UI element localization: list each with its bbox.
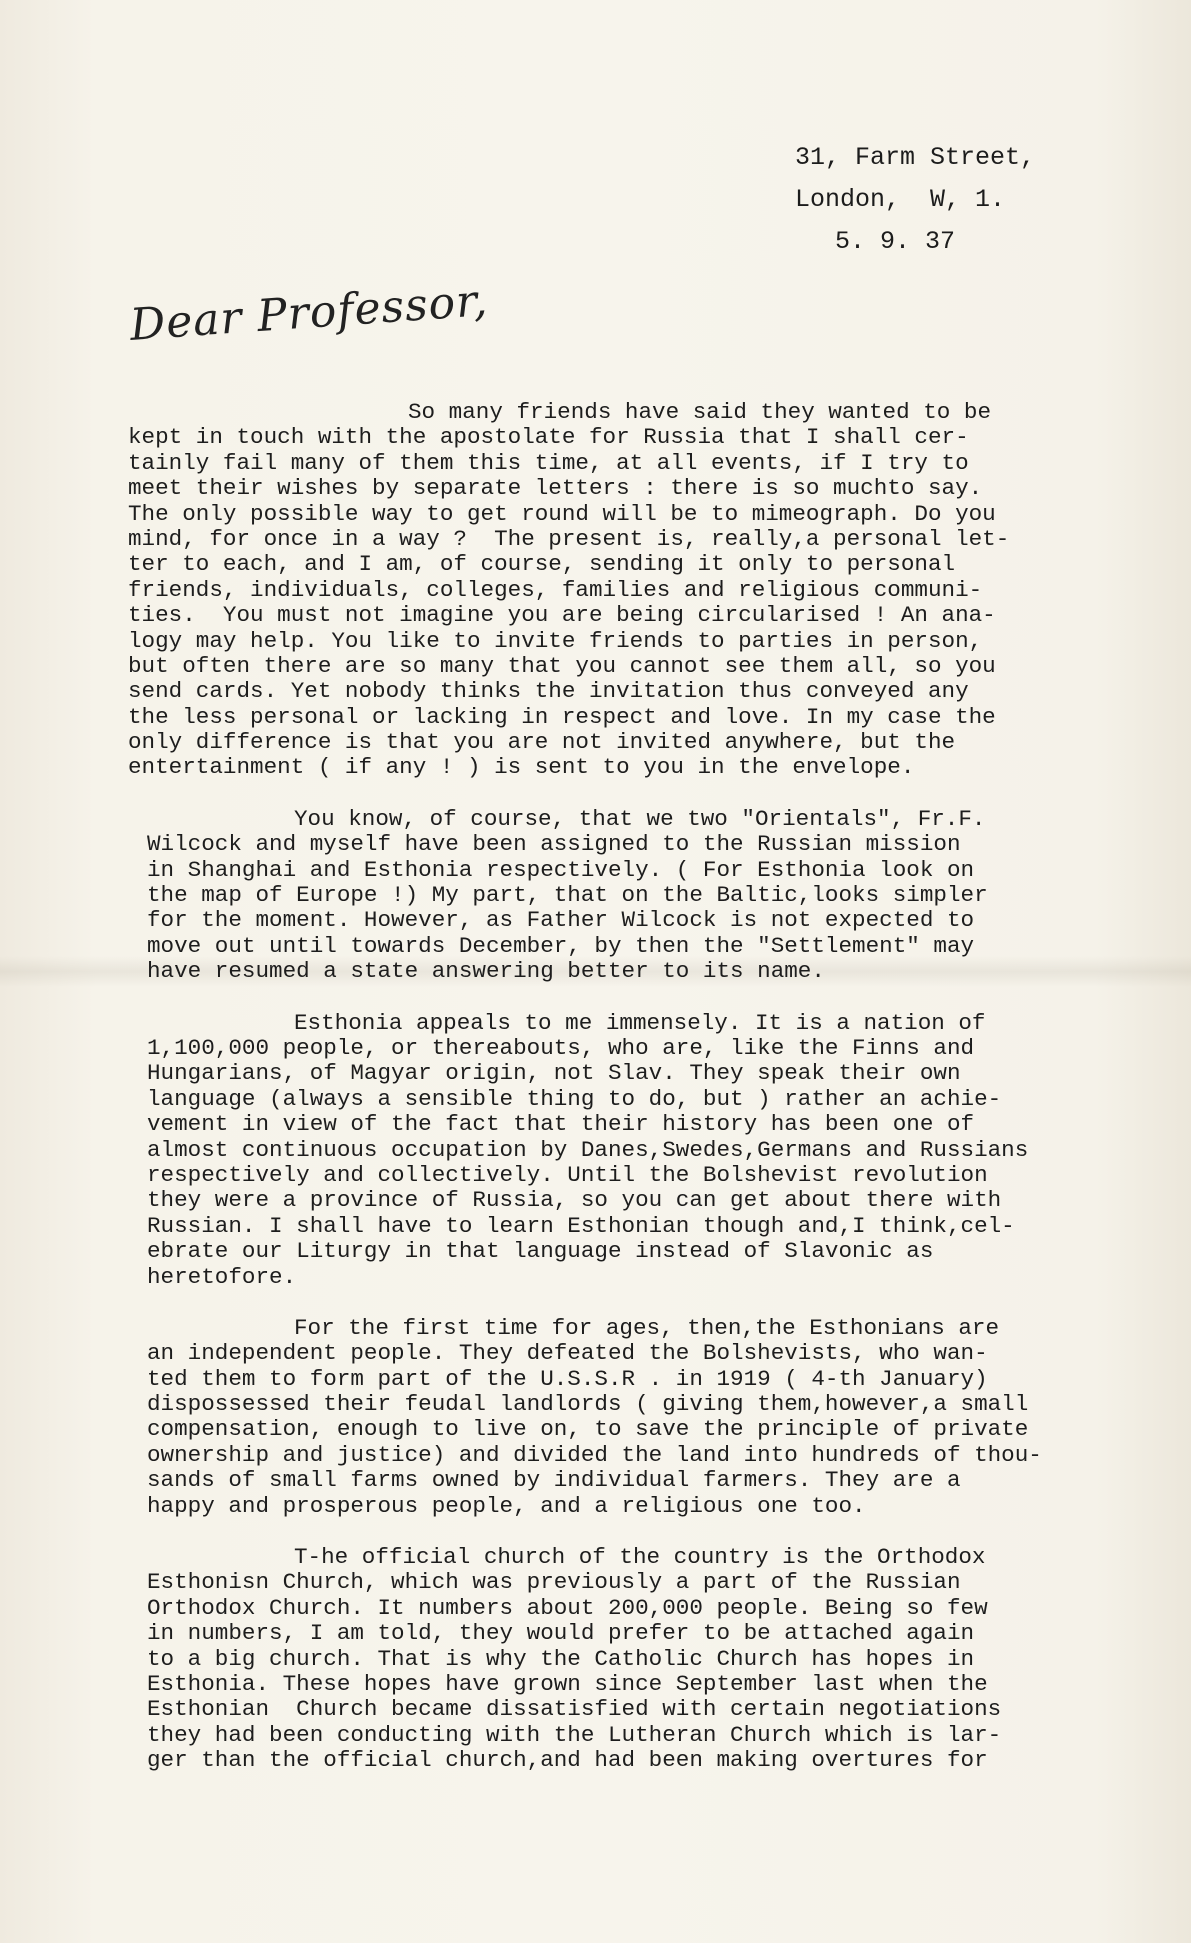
text-line: they were a province of Russia, so you can get about there with — [147, 1187, 1002, 1214]
text-line: kept in touch with the apostolate for Russia that I shall cer- — [128, 424, 969, 451]
text-line: You know, of course, that we two "Orientals", Fr.F. — [294, 805, 986, 832]
text-line: friends, individuals, colleges, families and religious communi- — [128, 576, 983, 603]
text-line: dispossessed their feudal landlords ( giving them,however,a small — [147, 1391, 1029, 1418]
text-line: ownership and justice) and divided the land into hundreds of thou- — [147, 1441, 1042, 1468]
letter-body — [128, 400, 1128, 1800]
text-line: an independent people. They defeated the Bolshevists, who wan- — [147, 1340, 988, 1367]
text-line: T-he official church of the country is the Orthodox — [294, 1544, 986, 1571]
text-line: Esthonian Church became dissatisfied with certain negotiations — [147, 1696, 1002, 1723]
paragraph-3 — [147, 1011, 1128, 1290]
paragraph-4 — [147, 1316, 1128, 1519]
text-line: compensation, enough to live on, to save the principle of private — [147, 1416, 1029, 1443]
handwritten-salutation: Dear Professor, — [128, 275, 490, 351]
text-line: ebrate our Liturgy in that language instead of Slavonic as — [147, 1238, 934, 1265]
text-line: heretofore. — [147, 1263, 297, 1290]
text-line: almost continuous occupation by Danes,Swedes,Germans and Russians — [147, 1136, 1029, 1163]
text-line: respectively and collectively. Until the Bolshevist revolution — [147, 1161, 988, 1188]
text-line: they had been conducting with the Lutheran Church which is lar- — [147, 1721, 1002, 1748]
text-line: Esthonia. These hopes have grown since September last when the — [147, 1670, 988, 1697]
text-line: For the first time for ages, then,the Esthonians are — [294, 1314, 1000, 1341]
text-line: Orthodox Church. It numbers about 200,000 people. Being so few — [147, 1594, 988, 1621]
text-line: ter to each, and I am, of course, sending it only to personal — [128, 551, 956, 578]
text-line: So many friends have said they wanted to be — [408, 399, 992, 425]
letter-date: 5. 9. 37 — [835, 227, 956, 256]
text-line: sands of small farms owned by individual farmers. They are a — [147, 1467, 961, 1494]
text-line: Esthonisn Church, which was previously a part of the Russian — [147, 1569, 961, 1596]
text-line: language (always a sensible thing to do, but ) rather an achie- — [147, 1085, 1002, 1112]
text-line: entertainment ( if any ! ) is sent to you in the envelope. — [128, 754, 915, 781]
address-city: London, W, 1. — [795, 185, 1006, 214]
text-line: for the moment. However, as Father Wilcock is not expected to — [147, 907, 975, 934]
text-line: Wilcock and myself have been assigned to the Russian mission — [147, 831, 961, 858]
text-line: ger than the official church,and had been making overtures for — [147, 1747, 988, 1774]
text-line: meet their wishes by separate letters : there is so muchto say. — [128, 475, 983, 502]
paragraph-2 — [147, 807, 1128, 985]
text-line: Russian. I shall have to learn Esthonian though and,I think,cel- — [147, 1212, 1015, 1239]
text-line: move out until towards December, by then the "Settlement" may — [147, 932, 975, 959]
paragraph-5 — [147, 1545, 1128, 1774]
text-line: The only possible way to get round will be to mimeograph. Do you — [128, 500, 996, 527]
text-line: in Shanghai and Esthonia respectively. ( For Esthonia look on — [147, 856, 975, 883]
text-line: mind, for once in a way ? The present is, really,a personal let- — [128, 525, 1010, 552]
text-line: logy may help. You like to invite friends to parties in person, — [128, 627, 983, 654]
text-line: Hungarians, of Magyar origin, not Slav. They speak their own — [147, 1060, 961, 1087]
text-line: have resumed a state answering better to its name. — [147, 958, 825, 985]
sender-address-block — [795, 145, 1125, 271]
text-line: Esthonia appeals to me immensely. It is a nation of — [294, 1009, 986, 1036]
text-line: send cards. Yet nobody thinks the invitation thus conveyed any — [128, 678, 969, 705]
text-line: to a big church. That is why the Catholic Church has hopes in — [147, 1645, 975, 1672]
text-line: tainly fail many of them this time, at all events, if I try to — [128, 449, 969, 476]
text-line: the less personal or lacking in respect and love. In my case the — [128, 703, 996, 730]
text-line: ties. You must not imagine you are being circularised ! An ana- — [128, 602, 996, 629]
text-line: happy and prosperous people, and a religious one too. — [147, 1492, 866, 1519]
text-line: the map of Europe !) My part, that on the Baltic,looks simpler — [147, 882, 988, 909]
text-line: 1,100,000 people, or thereabouts, who are, like the Finns and — [147, 1034, 975, 1061]
paragraph-1 — [128, 400, 1128, 781]
address-street: 31, Farm Street, — [795, 143, 1036, 172]
text-line: in numbers, I am told, they would prefer to be attached again — [147, 1620, 975, 1647]
text-line: ted them to form part of the U.S.S.R . in 1919 ( 4-th January) — [147, 1365, 988, 1392]
text-line: but often there are so many that you cannot see them all, so you — [128, 652, 996, 679]
text-line: only difference is that you are not invited anywhere, but the — [128, 729, 956, 756]
text-line: vement in view of the fact that their history has been one of — [147, 1111, 975, 1138]
